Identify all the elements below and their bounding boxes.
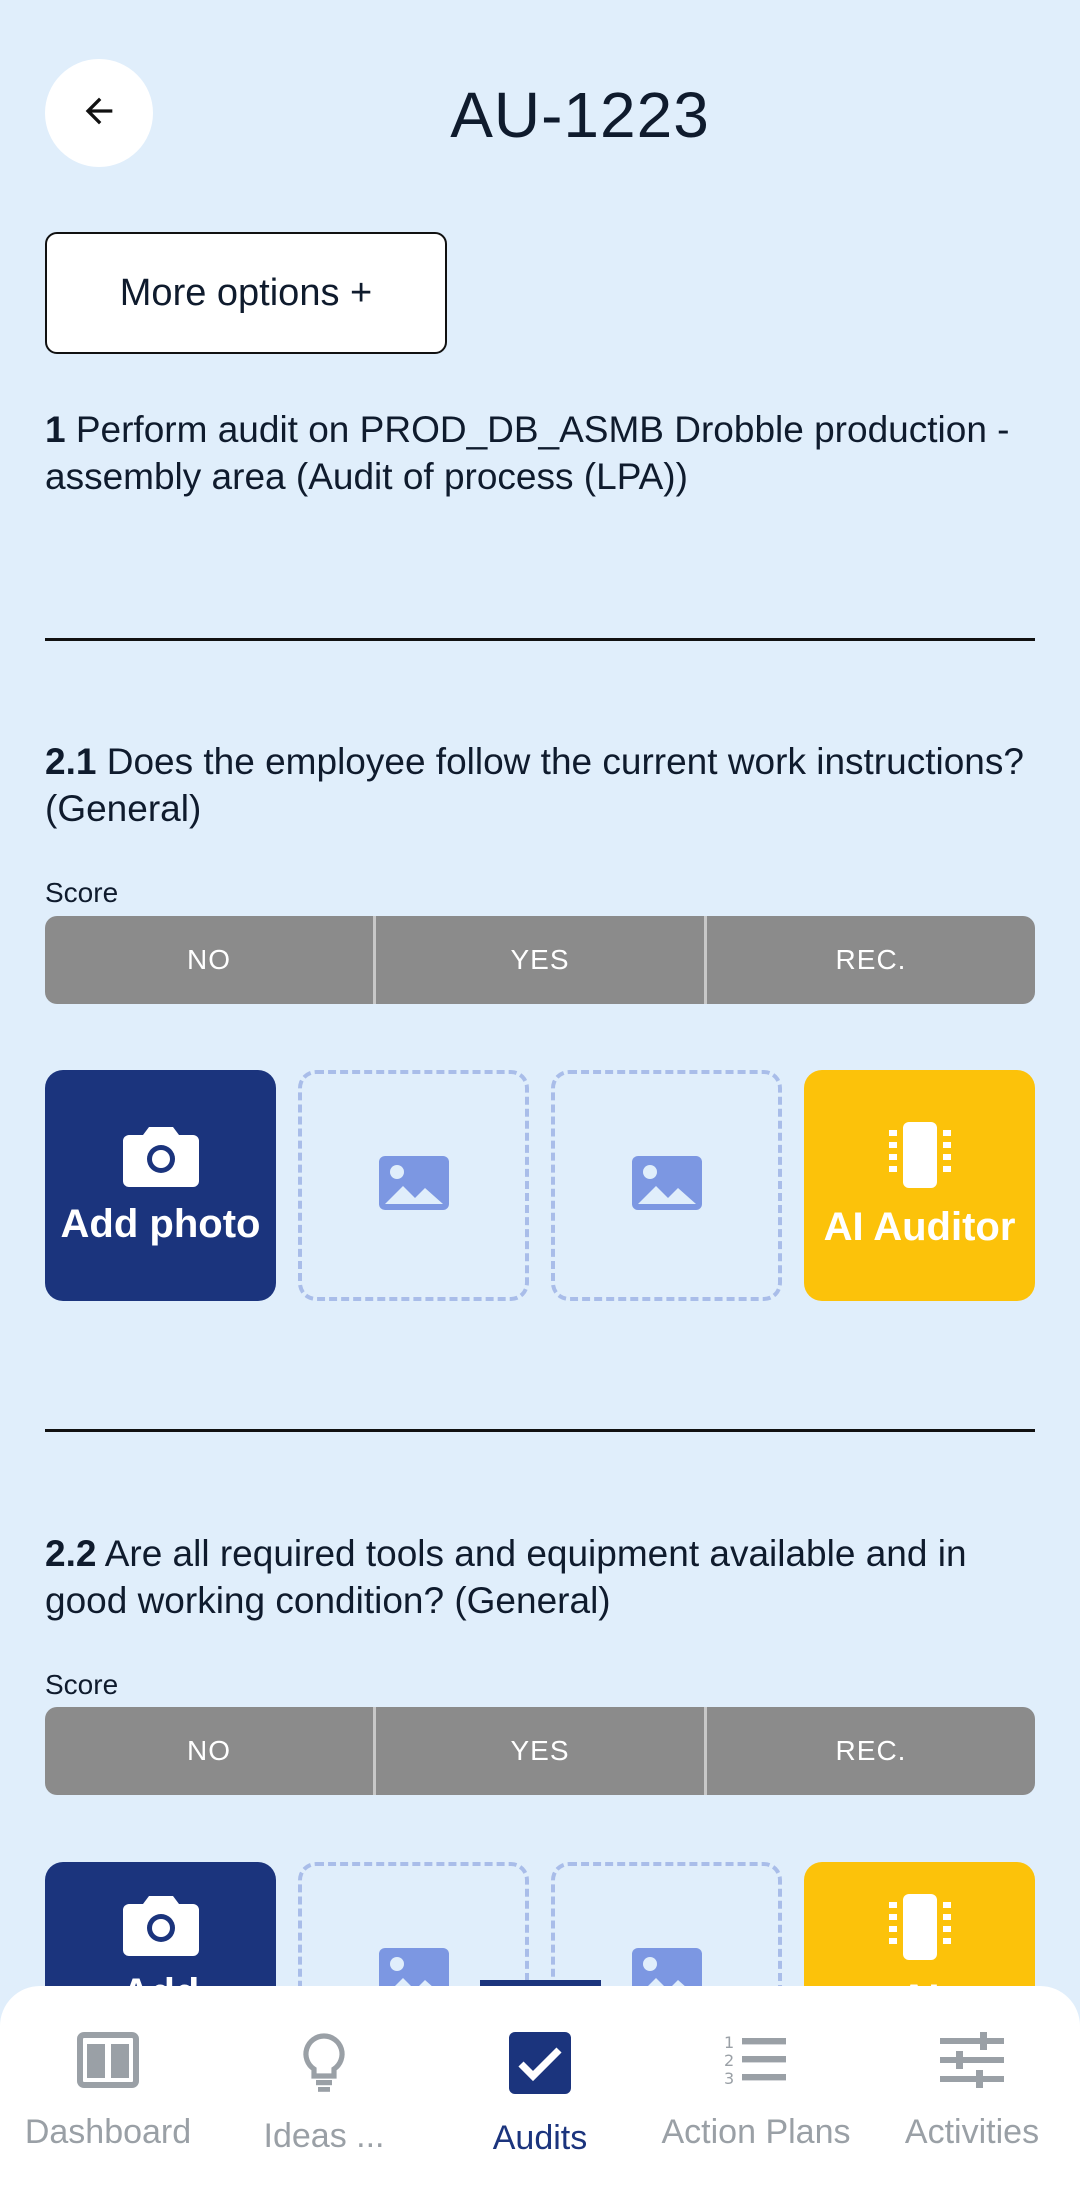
score-no-button[interactable]: NO [187,944,231,975]
numbered-list-icon [724,2032,788,2093]
score-yes-button[interactable]: YES [373,916,704,1004]
score-rec-button[interactable]: REC. [704,1707,1035,1795]
page-title: AU-1223 [450,79,710,151]
divider [45,638,1035,641]
nav-item-dashboard[interactable] [0,1986,216,2206]
score-yes-button[interactable]: YES [373,1707,704,1795]
nav-label: Activities [904,2113,1040,2151]
chip-icon [885,1120,955,1202]
sliders-icon [940,2032,1004,2093]
camera-icon [123,1892,199,1968]
divider [45,1429,1035,1432]
dashboard-icon [77,2032,139,2093]
svg-text:3: 3 [724,2069,735,2088]
score-selector [45,1707,1035,1795]
photo-slot[interactable] [551,1070,782,1301]
ai-auditor-label: AI Auditor [823,1204,1016,1249]
question-2-1 [45,738,1035,832]
nav-label: Dashboard [24,2113,192,2151]
photo-slot[interactable] [298,1070,529,1301]
score-selector [45,916,1035,1004]
question-number: 2.2 [45,1533,97,1574]
question-text: Are all required tools and equipment available and in good working condition? (General) [45,1533,967,1621]
question-number: 2.1 [45,741,97,782]
score-label: Score [45,1669,119,1700]
bottom-navigation [0,1986,1080,2206]
nav-item-ideas[interactable] [216,1986,432,2206]
section-text: Perform audit on PROD_DB_ASMB Drobble production - assembly area (Audit of process (LPA)) [45,409,1010,497]
score-no-button[interactable]: NO [187,1735,231,1766]
lightbulb-icon [296,2032,352,2097]
question-text: Does the employee follow the current work instructions? (General) [45,741,1024,829]
camera-icon [123,1123,199,1199]
chip-icon [885,1892,955,1974]
question-2-2 [45,1530,1035,1624]
nav-item-action-plans[interactable] [648,1986,864,2206]
nav-item-activities[interactable] [864,1986,1080,2206]
svg-text:1: 1 [724,2033,735,2052]
svg-text:2: 2 [724,2051,735,2070]
score-label: Score [45,877,119,908]
section-heading [45,406,1035,500]
image-icon [632,1156,702,1215]
nav-label: Ideas ... [263,2117,385,2155]
nav-label: Audits [492,2119,588,2157]
checkbox-icon [509,2032,571,2099]
nav-item-audits[interactable] [432,1986,648,2206]
section-number: 1 [45,409,66,450]
more-options-button[interactable]: More options + [45,232,447,354]
add-photo-label: Add photo [60,1201,261,1246]
ai-auditor-button[interactable] [804,1070,1035,1301]
add-photo-button[interactable] [45,1070,276,1301]
image-icon [379,1156,449,1215]
nav-label: Action Plans [661,2113,851,2151]
score-rec-button[interactable]: REC. [704,916,1035,1004]
